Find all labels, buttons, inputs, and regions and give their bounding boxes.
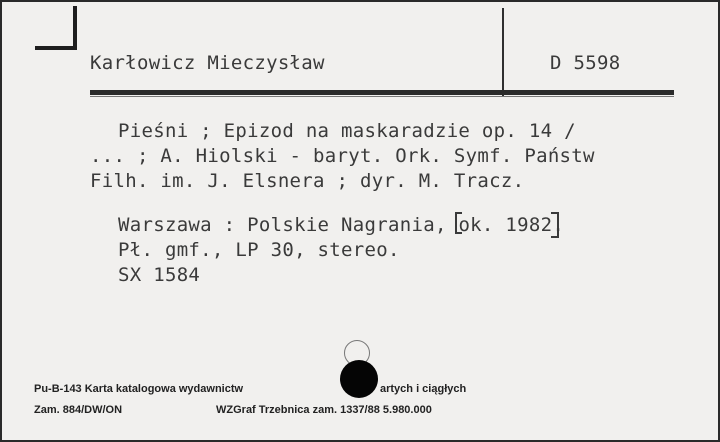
header-divider [502, 8, 504, 96]
description-line-3: Filh. im. J. Elsnera ; dyr. M. Tracz. [90, 170, 525, 192]
bracketed-approx: ok. [458, 214, 494, 236]
publication-place-publisher: Warszawa : Polskie Nagrania, [118, 214, 459, 236]
author-heading: Karłowicz Mieczysław [90, 52, 325, 74]
footer-form-title-end: artych i ciągłych [380, 383, 467, 395]
header-rule-thin [90, 96, 674, 97]
publication-line-2: Pł. gmf., LP 30, stereo. [118, 239, 400, 261]
bracketed-year-digit: 2 [540, 214, 553, 236]
description-line-2: ... ; A. Hiolski - baryt. Ork. Symf. Państw [90, 145, 595, 167]
publication-line-1 [118, 214, 564, 236]
header-rule [90, 90, 674, 95]
description-line-1: Pieśni ; Epizod na maskaradzie op. 14 / [118, 120, 576, 142]
publication-period: . [552, 214, 565, 236]
corner-mark-vertical [73, 6, 77, 50]
footer-form-title: Pu-B-143 Karta katalogowa wydawnictw [34, 383, 244, 395]
call-number: D 5598 [550, 52, 621, 74]
publication-line-3: SX 1584 [118, 264, 201, 286]
footer-printer: WZGraf Trzebnica zam. 1337/88 5.980.000 [216, 404, 432, 416]
punch-hole [340, 360, 378, 398]
corner-mark-horizontal [35, 46, 77, 50]
footer-order-number: Zam. 884/DW/ON [34, 404, 123, 416]
publication-year-part: 198 [493, 214, 541, 236]
